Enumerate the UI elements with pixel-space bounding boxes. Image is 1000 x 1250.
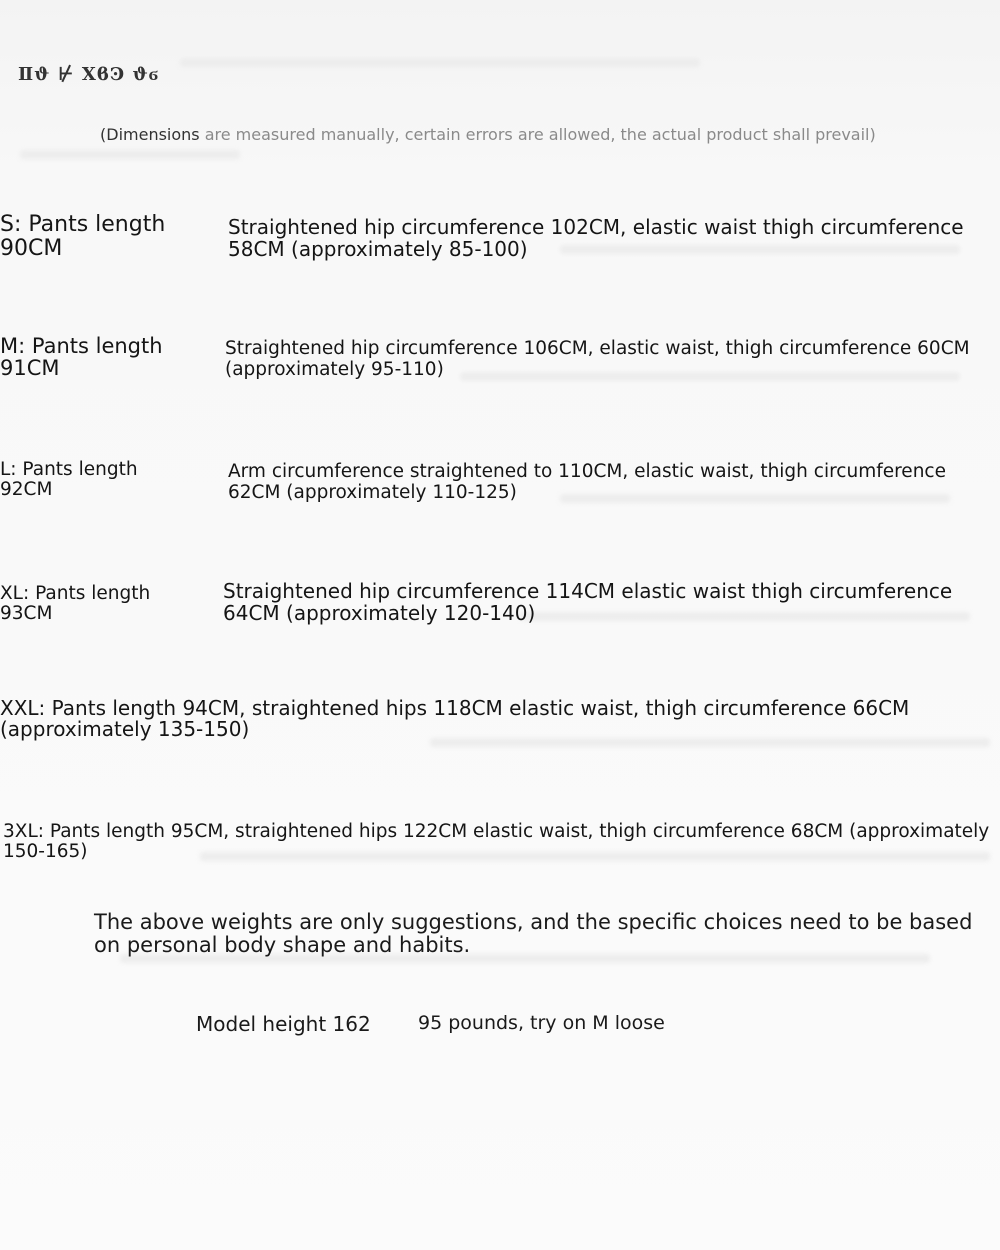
weight-suggestion-note: The above weights are only suggestions, and the specific choices need to be based on personal body shape and habits.	[94, 910, 973, 957]
model-weight-fit: 95 pounds, try on M loose	[418, 1012, 665, 1034]
model-height: Model height 162	[196, 1012, 371, 1036]
size-s-description: Straightened hip circumference 102CM, elastic waist thigh circumference 58CM (approximately 85-100)	[228, 215, 964, 261]
size-3xl-line: 3XL: Pants length 95CM, straightened hips 122CM elastic waist, thigh circumference 68CM (approximately 150-165)	[3, 821, 990, 862]
size-l-label: L: Pants length 92CM	[0, 459, 138, 500]
size-m-description: Straightened hip circumference 106CM, elastic waist, thigh circumference 60CM (approximately 95-110)	[225, 338, 970, 380]
size-s-label: S: Pants length 90CM	[0, 212, 166, 261]
header-code: Ⅱϑ ⊬ ⅩϐϿ ϑϭ	[18, 64, 160, 85]
size-xxl-line: XXL: Pants length 94CM, straightened hips 118CM elastic waist, thigh circumference 66CM (approximately 135-150)	[0, 696, 910, 741]
measurement-disclaimer	[100, 125, 900, 145]
size-xl-description: Straightened hip circumference 114CM elastic waist thigh circumference 64CM (approximately 120-140)	[223, 579, 953, 625]
size-m-label: M: Pants length 91CM	[0, 334, 163, 380]
disclaimer-text: are measured manually, certain errors are allowed, the actual product shall prevail)	[199, 125, 876, 144]
background-blur-stripe	[180, 58, 700, 67]
disclaimer-lead: (Dimensions	[100, 125, 200, 144]
size-xl-label: XL: Pants length 93CM	[0, 583, 151, 624]
background-blur-stripe	[20, 150, 240, 159]
size-l-description: Arm circumference straightened to 110CM, elastic waist, thigh circumference 62CM (approximately 110-125)	[228, 461, 946, 503]
